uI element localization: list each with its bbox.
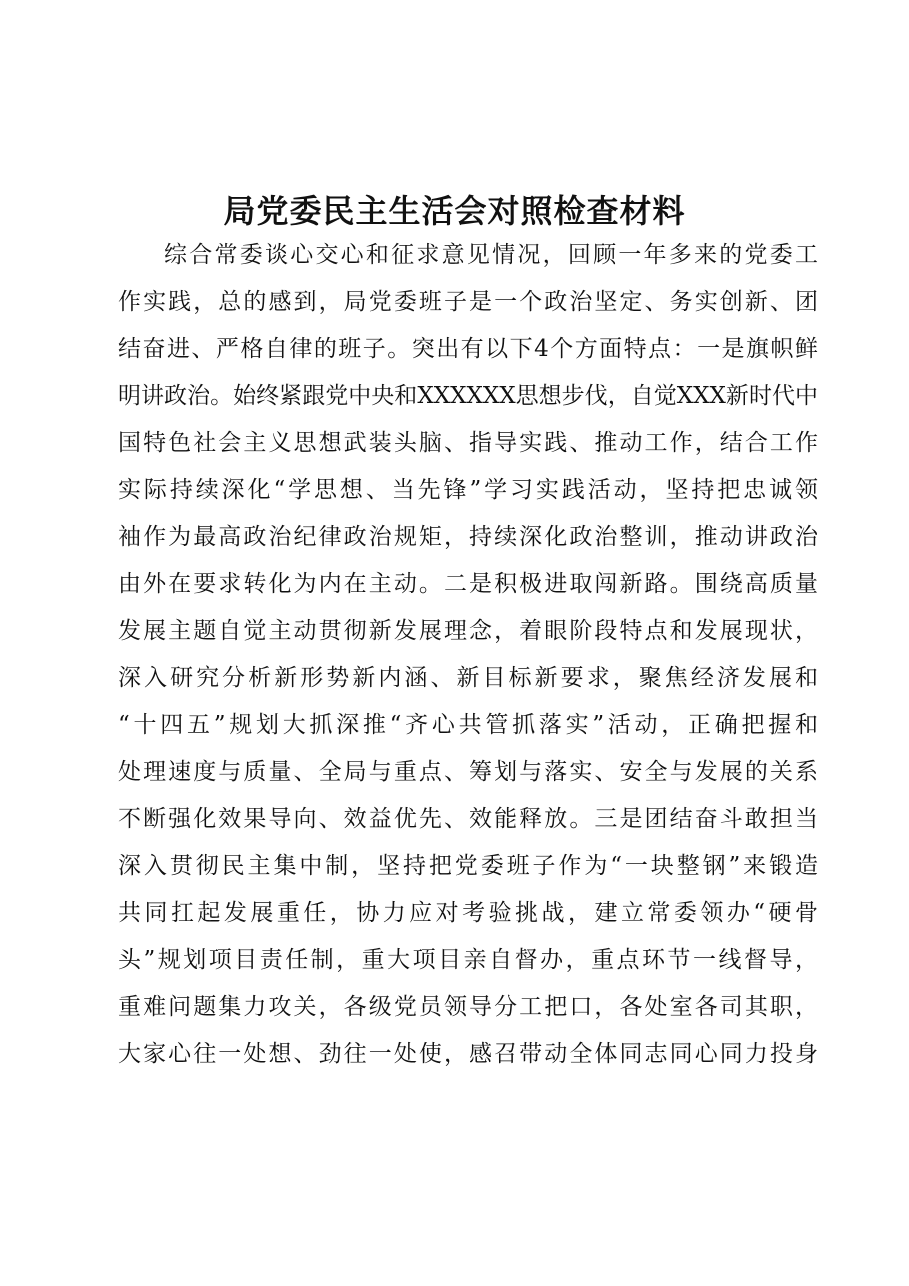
paragraph-line: 综合常委谈心交心和征求意见情况，回顾一年多来的党委工 — [164, 242, 818, 268]
paragraph-line: 袖作为最高政治纪律政治规矩，持续深化政治整训，推动讲政治 — [118, 524, 818, 550]
paragraph-line: 处理速度与质量、全局与重点、筹划与落实、安全与发展的关系 — [118, 759, 818, 785]
paragraph-line: 深入贯彻民主集中制，坚持把党委班子作为“一块整钢”来锻造 — [118, 853, 818, 879]
paragraph-line: 头”规划项目责任制，重大项目亲自督办，重点环节一线督导， — [118, 947, 818, 973]
paragraph-line: 共同扛起发展重任，协力应对考验挑战，建立常委领办“硬骨 — [118, 900, 818, 926]
paragraph-line: 大家心往一处想、劲往一处使，感召带动全体同志同心同力投身 — [118, 1041, 818, 1067]
paragraph-line: 由外在要求转化为内在主动。二是积极进取闯新路。围绕高质量 — [118, 571, 818, 597]
paragraph-line: 实际持续深化“学思想、当先锋”学习实践活动，坚持把忠诚领 — [118, 477, 818, 503]
paragraph-line: 明讲政治。始终紧跟党中央和XXXXXX思想步伐，自觉XXX新时代中 — [118, 383, 818, 409]
paragraph-line: 重难问题集力攻关，各级党员领导分工把口，各处室各司其职， — [118, 994, 818, 1020]
paragraph-line: 结奋进、严格自律的班子。突出有以下4个方面特点：一是旗帜鲜 — [118, 336, 818, 362]
paragraph-line: 深入研究分析新形势新内涵、新目标新要求，聚焦经济发展和 — [118, 665, 818, 691]
paragraph-line: 作实践，总的感到，局党委班子是一个政治坚定、务实创新、团 — [118, 289, 818, 315]
body-paragraph — [118, 232, 818, 1078]
paragraph-line: 不断强化效果导向、效益优先、效能释放。三是团结奋斗敢担当 — [118, 806, 818, 832]
paragraph-line: “十四五”规划大抓深推“齐心共管抓落实”活动，正确把握和 — [118, 712, 818, 738]
paragraph-line: 发展主题自觉主动贯彻新发展理念，着眼阶段特点和发展现状， — [118, 618, 818, 644]
document-title: 局党委民主生活会对照检查材料 — [223, 192, 686, 230]
paragraph-line: 国特色社会主义思想武装头脑、指导实践、推动工作，结合工作 — [118, 430, 818, 456]
